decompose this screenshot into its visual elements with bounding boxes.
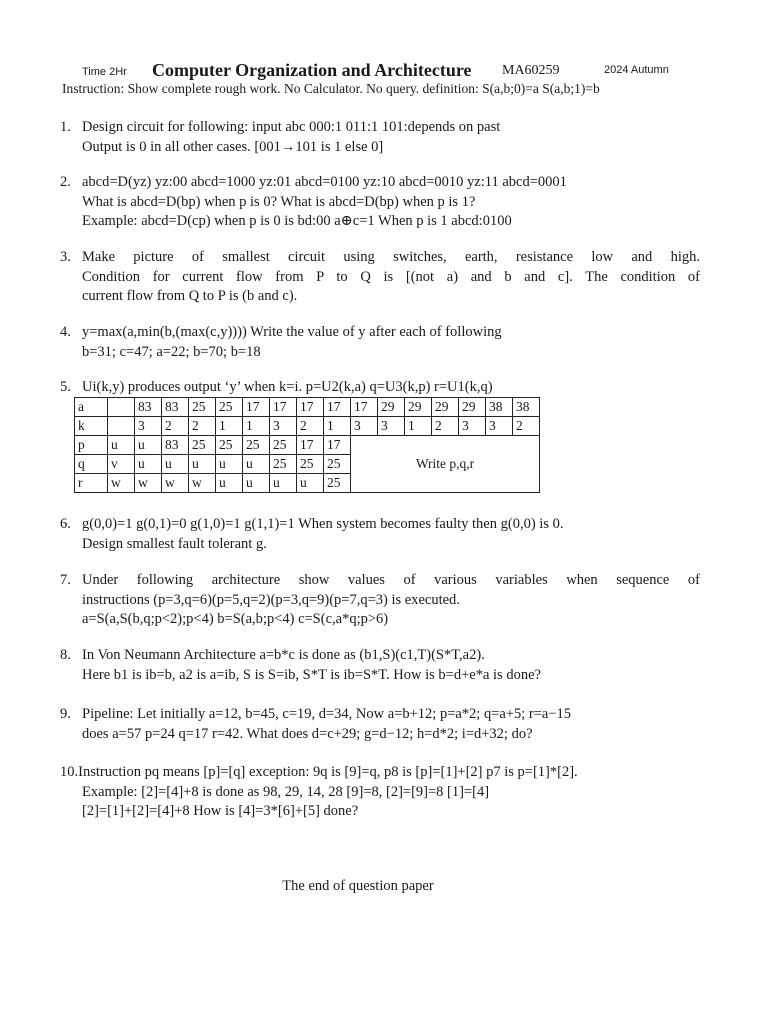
table-cell: 2 (162, 417, 189, 436)
table-cell: u (216, 474, 243, 493)
question-line: Output is 0 in all other cases. [001→101 is 1 else 0] (82, 138, 384, 155)
table-cell: 25 (189, 436, 216, 455)
table-cell: w (135, 474, 162, 493)
question-4 (60, 323, 700, 362)
table-cell: u (243, 474, 270, 493)
table-row (75, 398, 540, 417)
table-cell: 2 (189, 417, 216, 436)
table-cell: u (135, 455, 162, 474)
table-cell: 25 (324, 455, 351, 474)
table-cell: 3 (378, 417, 405, 436)
question-3 (60, 248, 700, 307)
question-line: b=31; c=47; a=22; b=70; b=18 (82, 343, 261, 360)
question-line: In Von Neumann Architecture a=b*c is done as (b1,S)(c1,T)(S*T,a2). (82, 647, 485, 663)
table-cell: 1 (216, 417, 243, 436)
table-row (75, 436, 540, 455)
table-cell: 3 (486, 417, 513, 436)
table-cell: v (108, 455, 135, 474)
row-label: q (75, 455, 108, 474)
table-cell: w (108, 474, 135, 493)
table-cell: u (243, 455, 270, 474)
question-number: 7. (60, 572, 71, 588)
question-line: instructions (p=3,q=6)(p=5,q=2)(p=3,q=9)(p=7,q=3) is executed. (82, 591, 460, 608)
question-number: 1. (60, 119, 71, 135)
question-line: Example: abcd=D(cp) when p is 0 is bd:00 a⊕c=1 When p is 1 abcd:0100 (82, 213, 512, 229)
exam-title: Computer Organization and Architecture (152, 60, 472, 80)
question-line: Design circuit for following: input abc 000:1 011:1 101:depends on past (82, 119, 501, 135)
question-line: Example: [2]=[4]+8 is done as 98, 29, 14, 28 [9]=8, [2]=[9]=8 [1]=[4] (82, 783, 490, 800)
question-10 (60, 763, 700, 822)
question-number: 4. (60, 324, 71, 340)
question-1 (60, 118, 700, 157)
question-line: Instruction pq means [p]=[q] exception: 9q is [9]=q, p8 is [p]=[1]+[2] p7 is p=[1]*[2]. (78, 764, 578, 780)
question-number: 8. (60, 647, 71, 663)
table-cell: 25 (297, 455, 324, 474)
question-line: Under following architecture show values of various variables when sequence of (82, 572, 700, 588)
table-cell: 17 (324, 398, 351, 417)
table-cell: 29 (405, 398, 432, 417)
exam-duration: Time 2Hr (82, 66, 127, 78)
question-line: Pipeline: Let initially a=12, b=45, c=19, d=34, Now a=b+12; p=a*2; q=a+5; r=a−15 (82, 706, 572, 722)
table-note: Write p,q,r (351, 436, 540, 493)
table-cell: 3 (270, 417, 297, 436)
table-cell: 29 (432, 398, 459, 417)
question-line: Make picture of smallest circuit using switches, earth, resistance low and high. (82, 249, 700, 265)
table-cell: 1 (243, 417, 270, 436)
table-cell (108, 398, 135, 417)
question-number: 10. (60, 764, 79, 780)
table-cell: 25 (216, 398, 243, 417)
table-cell: u (189, 455, 216, 474)
question-line: What is abcd=D(bp) when p is 0? What is abcd=D(bp) when p is 1? (82, 193, 476, 210)
ui-table (74, 397, 540, 493)
instructions: Instruction: Show complete rough work. No Calculator. No query. definition: S(a,b;0)=a S(a,b;1)=b (62, 81, 600, 96)
table-cell: 1 (324, 417, 351, 436)
question-2 (60, 173, 700, 232)
question-6 (60, 515, 700, 554)
table-cell: 17 (297, 398, 324, 417)
table-cell: 38 (486, 398, 513, 417)
table-cell: 2 (513, 417, 540, 436)
exam-term: 2024 Autumn (604, 64, 669, 76)
table-cell: 38 (513, 398, 540, 417)
table-cell: u (297, 474, 324, 493)
row-label: p (75, 436, 108, 455)
end-note: The end of question paper (282, 878, 434, 894)
table-cell: 3 (351, 417, 378, 436)
table-cell: 25 (270, 436, 297, 455)
table-cell: 1 (405, 417, 432, 436)
question-line: g(0,0)=1 g(0,1)=0 g(1,0)=1 g(1,1)=1 When system becomes faulty then g(0,0) is 0. (82, 516, 564, 532)
question-line: does a=57 p=24 q=17 r=42. What does d=c+29; g=d−12; h=d*2; i=d+32; do? (82, 725, 533, 742)
table-cell: 83 (162, 398, 189, 417)
question-number: 6. (60, 516, 71, 532)
row-label: a (75, 398, 108, 417)
question-8 (60, 646, 700, 685)
table-cell: 25 (216, 436, 243, 455)
question-line: abcd=D(yz) yz:00 abcd=1000 yz:01 abcd=0100 yz:10 abcd=0010 yz:11 abcd=0001 (82, 174, 567, 190)
table-row (75, 417, 540, 436)
question-number: 3. (60, 249, 71, 265)
table-cell: u (108, 436, 135, 455)
table-cell: 17 (297, 436, 324, 455)
table-cell: 25 (324, 474, 351, 493)
table-cell: w (189, 474, 216, 493)
question-line: a=S(a,S(b,q;p<2);p<4) b=S(a,b;p<4) c=S(c,a*q;p>6) (82, 611, 389, 627)
table-cell: 25 (189, 398, 216, 417)
table-cell: 17 (270, 398, 297, 417)
question-number: 5. (60, 379, 71, 395)
question-line: [2]=[1]+[2]=[4]+8 How is [4]=3*[6]+[5] done? (82, 803, 359, 819)
question-9 (60, 705, 700, 744)
table-cell: u (270, 474, 297, 493)
question-line: Condition for current flow from P to Q is [(not a) and b and c]. The condition of (82, 268, 700, 285)
question-7 (60, 571, 700, 630)
table-cell: 3 (459, 417, 486, 436)
table-cell: 17 (243, 398, 270, 417)
table-cell: u (135, 436, 162, 455)
row-label: r (75, 474, 108, 493)
question-line: Here b1 is ib=b, a2 is a=ib, S is S=ib, S*T is ib=S*T. How is b=d+e*a is done? (82, 666, 541, 683)
question-number: 2. (60, 174, 71, 190)
table-cell: 25 (243, 436, 270, 455)
question-line: Design smallest fault tolerant g. (82, 535, 267, 552)
table-cell: 17 (351, 398, 378, 417)
question-5 (60, 378, 700, 398)
table-cell: 83 (162, 436, 189, 455)
question-line: y=max(a,min(b,(max(c,y)))) Write the value of y after each of following (82, 324, 502, 340)
table-cell: 3 (135, 417, 162, 436)
table-cell: 25 (270, 455, 297, 474)
table-cell: 83 (135, 398, 162, 417)
table-cell: w (162, 474, 189, 493)
question-line: Ui(k,y) produces output ‘y’ when k=i. p=U2(k,a) q=U3(k,p) r=U1(k,q) (82, 379, 493, 395)
table-cell: 29 (459, 398, 486, 417)
course-code: MA60259 (502, 63, 560, 78)
question-number: 9. (60, 706, 71, 722)
table-cell: u (216, 455, 243, 474)
table-cell: 2 (297, 417, 324, 436)
question-line: current flow from Q to P is (b and c). (82, 288, 298, 304)
table-cell: u (162, 455, 189, 474)
row-label: k (75, 417, 108, 436)
table-cell: 29 (378, 398, 405, 417)
table-cell: 17 (324, 436, 351, 455)
table-cell (108, 417, 135, 436)
table-cell: 2 (432, 417, 459, 436)
